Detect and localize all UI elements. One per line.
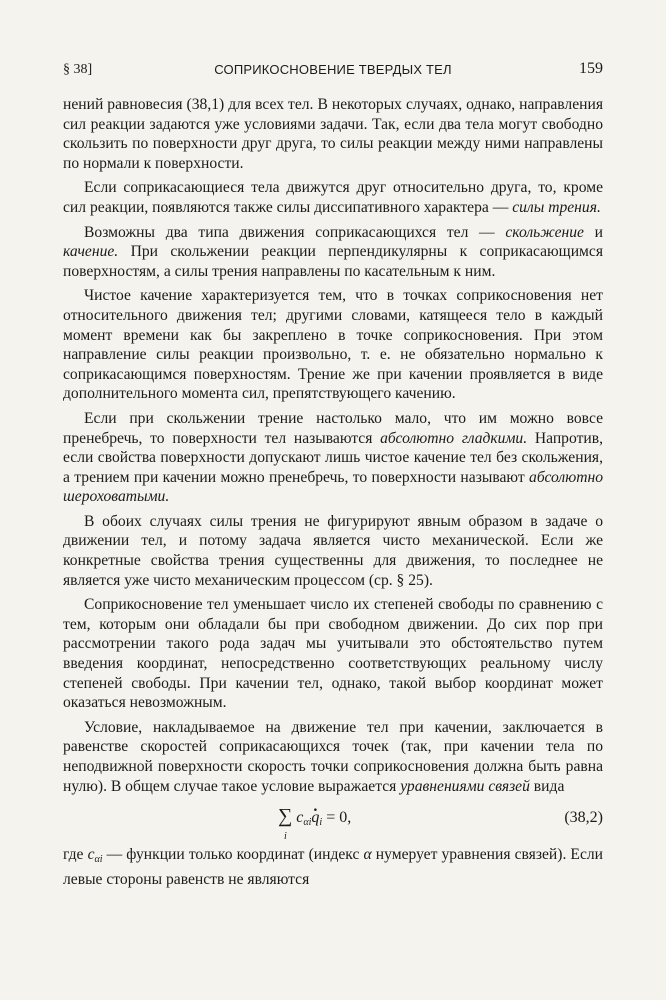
formula: ∑ i $c_{\alpha i}q$ $._i = 0$, — [278, 807, 351, 833]
paragraph-3: Возможны два типа движения соприкасающихся тел — скольжение и качение. При скольжении реакции перпендикулярны к соприкасающимся поверхностям, а силы трения направлены по касательным к ним. — [63, 223, 603, 280]
paragraph-4: Чистое качение характеризуется тем, что в точках соприкосновения нет относительного движения тел; другими словами, катящееся тело в каждый момент времени как бы закреплено в точке соприкосновения. При этом направление силы реакции произвольно, т. е. не обязательно нормально к соприкасающимся поверхностям. Трение же при качении проявляется в виде дополнительного момента сил, препятствующего качению. — [63, 287, 603, 403]
paragraph-1: нений равновесия (38,1) для всех тел. В некоторых случаях, однако, направления сил реакции задаются уже условиями задачи. Так, если два тела могут свободно скользить по поверхности друг друга, то силы реакции между ними направлены по нормали к поверхности. — [63, 96, 603, 172]
term-rough: абсолютно шероховатыми. — [63, 468, 603, 506]
page-number: 159 — [579, 60, 603, 77]
paragraph-7: Соприкосновение тел уменьшает число их степеней свободы по сравнению с тем, которым они обладали бы при свободном движении. До сих пор при рассмотрении такого рода задач мы учитывали это обстоятельство путем введения координат, непосредственно соответствующих реальному числу степеней свободы. При качении тел, однако, такой выбор координат может оказаться невозможным. — [63, 596, 603, 712]
term-smooth: абсолютно гладкими. — [380, 429, 528, 447]
equation-38-2 — [63, 801, 603, 843]
sum-index: i — [284, 831, 287, 843]
paragraph-2: Если соприкасающиеся тела движутся друг относительно друга, то, кроме сил реакции, появляются также силы диссипативного характера — силы трения. — [63, 179, 603, 216]
sum-symbol: ∑ — [278, 805, 293, 828]
term-friction: силы трения. — [512, 198, 601, 216]
running-header — [63, 60, 603, 82]
text-body — [63, 95, 603, 894]
equation-number: (38,2) — [564, 809, 603, 827]
term-sliding: скольжение — [505, 223, 584, 241]
term-rolling: качение. — [63, 243, 119, 261]
section-label: § 38] — [63, 62, 93, 77]
chapter-title: СОПРИКОСНОВЕНИЕ ТВЕРДЫХ ТЕЛ — [214, 62, 452, 77]
paragraph-8: Условие, накладываемое на движение тел при качении, заключается в равенстве скоростей соприкасающихся точек (так, при качении тела по неподвижной поверхности скорость точки соприкосновения должна быть равна нулю). В общем случае такое условие выражается уравнениями связей вида — [63, 718, 603, 795]
paragraph-9: где $c_{\alpha i}$ — функции только координат (индекс α нумерует уравнения связей). Если левые стороны равенств не являются — [63, 846, 603, 888]
paragraph-5: Если при скольжении трение настолько мало, что им можно вовсе пренебречь, то поверхности тел называются абсолютно гладкими. Напротив, если свойства поверхности допускают лишь чистое качение тел без скольжения, а трением при качении можно пренебречь, то поверхности называют абсолютно шероховатыми. — [63, 409, 603, 506]
paragraph-6: В обоих случаях силы трения не фигурируют явным образом в задаче о движении тел, и потому задача является чисто механической. Если же конкретные свойства трения существенны для движения, то последнее не является уже чисто механическим процессом (ср. § 25). — [63, 512, 603, 589]
term-constraint-equations: уравнениями связей — [400, 777, 530, 795]
